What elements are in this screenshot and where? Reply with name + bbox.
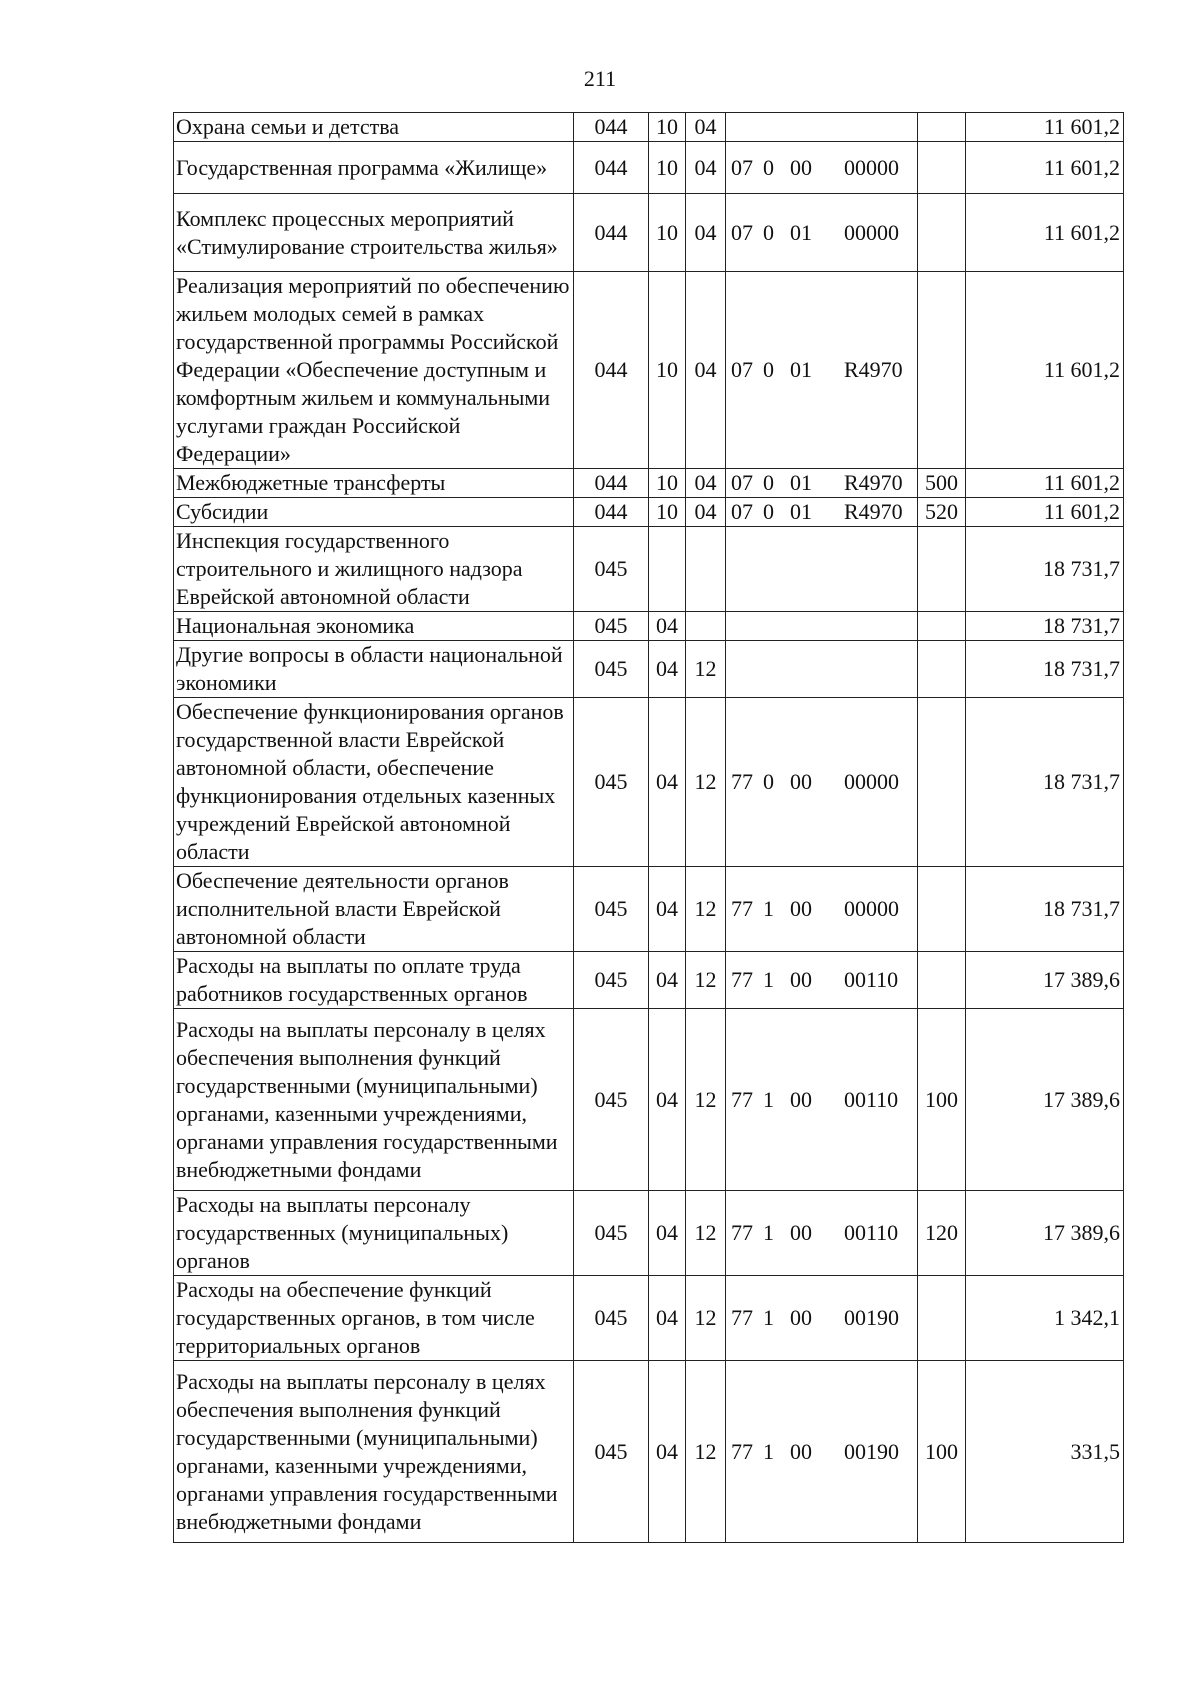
table-body: [174, 113, 1124, 1543]
ministry-code: 045: [574, 612, 649, 641]
row-name: Расходы на выплаты персоналу государственных (муниципальных) органов: [174, 1191, 574, 1276]
table-row: [174, 113, 1124, 142]
expense-type-code: 100: [918, 1009, 966, 1191]
table-row: [174, 1361, 1124, 1543]
subsection-code: 12: [686, 1191, 726, 1276]
subprogram-code: 1: [763, 1220, 774, 1245]
event-code: 01: [790, 470, 812, 495]
program-code: 07: [731, 470, 753, 495]
ministry-code: 045: [574, 527, 649, 612]
page-number: 211: [583, 66, 617, 91]
row-name: Комплекс процессных мероприятий «Стимулирование строительства жилья»: [174, 194, 574, 272]
program-code: 07: [731, 219, 753, 245]
subprogram-code: 0: [763, 219, 774, 245]
direction-code: 00110: [844, 1086, 899, 1112]
direction-code: 00000: [844, 154, 899, 180]
event-code: 00: [790, 154, 812, 180]
section-code: 04: [649, 867, 686, 952]
program-code: 07: [731, 154, 753, 180]
expense-type-code: [918, 867, 966, 952]
target-article-code: [726, 1361, 918, 1543]
row-name: Инспекция государственного строительного и жилищного надзора Еврейской автономной области: [174, 527, 574, 612]
expense-type-code: [918, 1276, 966, 1361]
program-code: 77: [731, 769, 753, 794]
target-article-code: [726, 113, 918, 142]
subsection-code: 04: [686, 113, 726, 142]
subsection-code: 12: [686, 1009, 726, 1191]
row-name: Обеспечение деятельности органов исполнительной власти Еврейской автономной области: [174, 867, 574, 952]
table-row: [174, 867, 1124, 952]
table-row: [174, 469, 1124, 498]
event-code: 00: [790, 769, 812, 794]
ministry-code: 045: [574, 1276, 649, 1361]
table-row: [174, 1276, 1124, 1361]
expense-type-code: [918, 952, 966, 1009]
expense-type-code: 120: [918, 1191, 966, 1276]
amount: 11 601,2: [966, 113, 1124, 142]
table-row: [174, 272, 1124, 469]
amount: 17 389,6: [966, 1191, 1124, 1276]
table-row: [174, 952, 1124, 1009]
section-code: 04: [649, 641, 686, 698]
ministry-code: 044: [574, 469, 649, 498]
direction-code: 00000: [844, 219, 899, 245]
program-code: 07: [731, 499, 753, 524]
table-row: [174, 1191, 1124, 1276]
section-code: 10: [649, 498, 686, 527]
budget-table: [173, 112, 1124, 1543]
row-name: Расходы на выплаты персоналу в целях обеспечения выполнения функций государственными (муниципальными) органами, казенными учреждениями, органами управления государственными внебюджетными фондами: [174, 1009, 574, 1191]
table-row: [174, 641, 1124, 698]
target-article-code: [726, 527, 918, 612]
expense-type-code: 500: [918, 469, 966, 498]
amount: 18 731,7: [966, 867, 1124, 952]
row-name: Реализация мероприятий по обеспечению жильем молодых семей в рамках государственной программы Российской Федерации «Обеспечение доступным и комфортным жильем и коммунальными услугами граждан Российской Федерации»: [174, 272, 574, 469]
subsection-code: 12: [686, 952, 726, 1009]
table-row: [174, 142, 1124, 194]
subsection-code: 12: [686, 698, 726, 867]
subsection-code: 04: [686, 194, 726, 272]
expense-type-code: [918, 142, 966, 194]
ministry-code: 045: [574, 867, 649, 952]
direction-code: 00000: [844, 769, 899, 794]
direction-code: 00000: [844, 896, 899, 921]
ministry-code: 045: [574, 641, 649, 698]
subsection-code: [686, 612, 726, 641]
section-code: 10: [649, 194, 686, 272]
expense-type-code: [918, 113, 966, 142]
target-article-code: [726, 867, 918, 952]
section-code: 04: [649, 1276, 686, 1361]
target-article-code: [726, 194, 918, 272]
event-code: 01: [790, 219, 812, 245]
row-name: Охрана семьи и детства: [174, 113, 574, 142]
subsection-code: 04: [686, 469, 726, 498]
amount: 11 601,2: [966, 469, 1124, 498]
subsection-code: 12: [686, 1361, 726, 1543]
target-article-code: [726, 698, 918, 867]
subprogram-code: 0: [763, 499, 774, 524]
expense-type-code: [918, 612, 966, 641]
amount: 1 342,1: [966, 1276, 1124, 1361]
subprogram-code: 1: [763, 1305, 774, 1330]
row-name: Расходы на обеспечение функций государственных органов, в том числе территориальных органов: [174, 1276, 574, 1361]
table-row: [174, 698, 1124, 867]
section-code: 10: [649, 469, 686, 498]
subsection-code: 12: [686, 641, 726, 698]
subprogram-code: 1: [763, 1086, 774, 1112]
table-row: [174, 1009, 1124, 1191]
amount: 17 389,6: [966, 952, 1124, 1009]
target-article-code: [726, 612, 918, 641]
program-code: 77: [731, 1086, 753, 1112]
row-name: Расходы на выплаты персоналу в целях обеспечения выполнения функций государственными (муниципальными) органами, казенными учреждениями, органами управления государственными внебюджетными фондами: [174, 1361, 574, 1543]
expense-type-code: 100: [918, 1361, 966, 1543]
amount: 18 731,7: [966, 527, 1124, 612]
section-code: 04: [649, 612, 686, 641]
section-code: [649, 527, 686, 612]
amount: 11 601,2: [966, 272, 1124, 469]
row-name: Государственная программа «Жилище»: [174, 142, 574, 194]
program-code: 77: [731, 967, 753, 992]
program-code: 07: [731, 357, 753, 382]
ministry-code: 045: [574, 1191, 649, 1276]
row-name: Межбюджетные трансферты: [174, 469, 574, 498]
section-code: 10: [649, 113, 686, 142]
ministry-code: 044: [574, 498, 649, 527]
target-article-code: [726, 469, 918, 498]
event-code: 00: [790, 1305, 812, 1330]
event-code: 01: [790, 357, 812, 382]
expense-type-code: [918, 641, 966, 698]
direction-code: R4970: [844, 470, 903, 495]
amount: 18 731,7: [966, 698, 1124, 867]
target-article-code: [726, 142, 918, 194]
section-code: 04: [649, 952, 686, 1009]
row-name: Субсидии: [174, 498, 574, 527]
amount: 18 731,7: [966, 641, 1124, 698]
target-article-code: [726, 498, 918, 527]
table-row: [174, 527, 1124, 612]
amount: 18 731,7: [966, 612, 1124, 641]
direction-code: 00190: [844, 1438, 899, 1464]
subsection-code: 04: [686, 498, 726, 527]
amount: 331,5: [966, 1361, 1124, 1543]
direction-code: 00190: [844, 1305, 899, 1330]
direction-code: 00110: [844, 967, 899, 992]
subsection-code: 04: [686, 272, 726, 469]
event-code: 00: [790, 896, 812, 921]
subprogram-code: 1: [763, 967, 774, 992]
expense-type-code: [918, 527, 966, 612]
ministry-code: 044: [574, 142, 649, 194]
subprogram-code: 0: [763, 470, 774, 495]
program-code: 77: [731, 1305, 753, 1330]
ministry-code: 045: [574, 952, 649, 1009]
subsection-code: 12: [686, 867, 726, 952]
amount: 11 601,2: [966, 194, 1124, 272]
expense-type-code: 520: [918, 498, 966, 527]
row-name: Другие вопросы в области национальной экономики: [174, 641, 574, 698]
subprogram-code: 1: [763, 896, 774, 921]
ministry-code: 045: [574, 1361, 649, 1543]
event-code: 00: [790, 1086, 812, 1112]
program-code: 77: [731, 1220, 753, 1245]
ministry-code: 044: [574, 272, 649, 469]
expense-type-code: [918, 194, 966, 272]
section-code: 04: [649, 1361, 686, 1543]
section-code: 10: [649, 272, 686, 469]
table-row: [174, 498, 1124, 527]
expense-type-code: [918, 698, 966, 867]
ministry-code: 044: [574, 194, 649, 272]
ministry-code: 044: [574, 113, 649, 142]
subsection-code: 04: [686, 142, 726, 194]
section-code: 04: [649, 698, 686, 867]
row-name: Расходы на выплаты по оплате труда работников государственных органов: [174, 952, 574, 1009]
event-code: 00: [790, 1438, 812, 1464]
ministry-code: 045: [574, 698, 649, 867]
row-name: Обеспечение функционирования органов государственной власти Еврейской автономной области, обеспечение функционирования отдельных казенных учреждений Еврейской автономной области: [174, 698, 574, 867]
target-article-code: [726, 641, 918, 698]
subprogram-code: 0: [763, 154, 774, 180]
direction-code: R4970: [844, 499, 903, 524]
target-article-code: [726, 952, 918, 1009]
row-name: Национальная экономика: [174, 612, 574, 641]
ministry-code: 045: [574, 1009, 649, 1191]
subprogram-code: 1: [763, 1438, 774, 1464]
amount: 11 601,2: [966, 498, 1124, 527]
target-article-code: [726, 1009, 918, 1191]
amount: 11 601,2: [966, 142, 1124, 194]
target-article-code: [726, 1191, 918, 1276]
program-code: 77: [731, 896, 753, 921]
event-code: 00: [790, 1220, 812, 1245]
amount: 17 389,6: [966, 1009, 1124, 1191]
table-row: [174, 194, 1124, 272]
subsection-code: [686, 527, 726, 612]
target-article-code: [726, 1276, 918, 1361]
subprogram-code: 0: [763, 357, 774, 382]
table-row: [174, 612, 1124, 641]
event-code: 01: [790, 499, 812, 524]
target-article-code: [726, 272, 918, 469]
section-code: 10: [649, 142, 686, 194]
direction-code: R4970: [844, 357, 903, 382]
section-code: 04: [649, 1009, 686, 1191]
expense-type-code: [918, 272, 966, 469]
subprogram-code: 0: [763, 769, 774, 794]
program-code: 77: [731, 1438, 753, 1464]
subsection-code: 12: [686, 1276, 726, 1361]
section-code: 04: [649, 1191, 686, 1276]
direction-code: 00110: [844, 1220, 899, 1245]
event-code: 00: [790, 967, 812, 992]
